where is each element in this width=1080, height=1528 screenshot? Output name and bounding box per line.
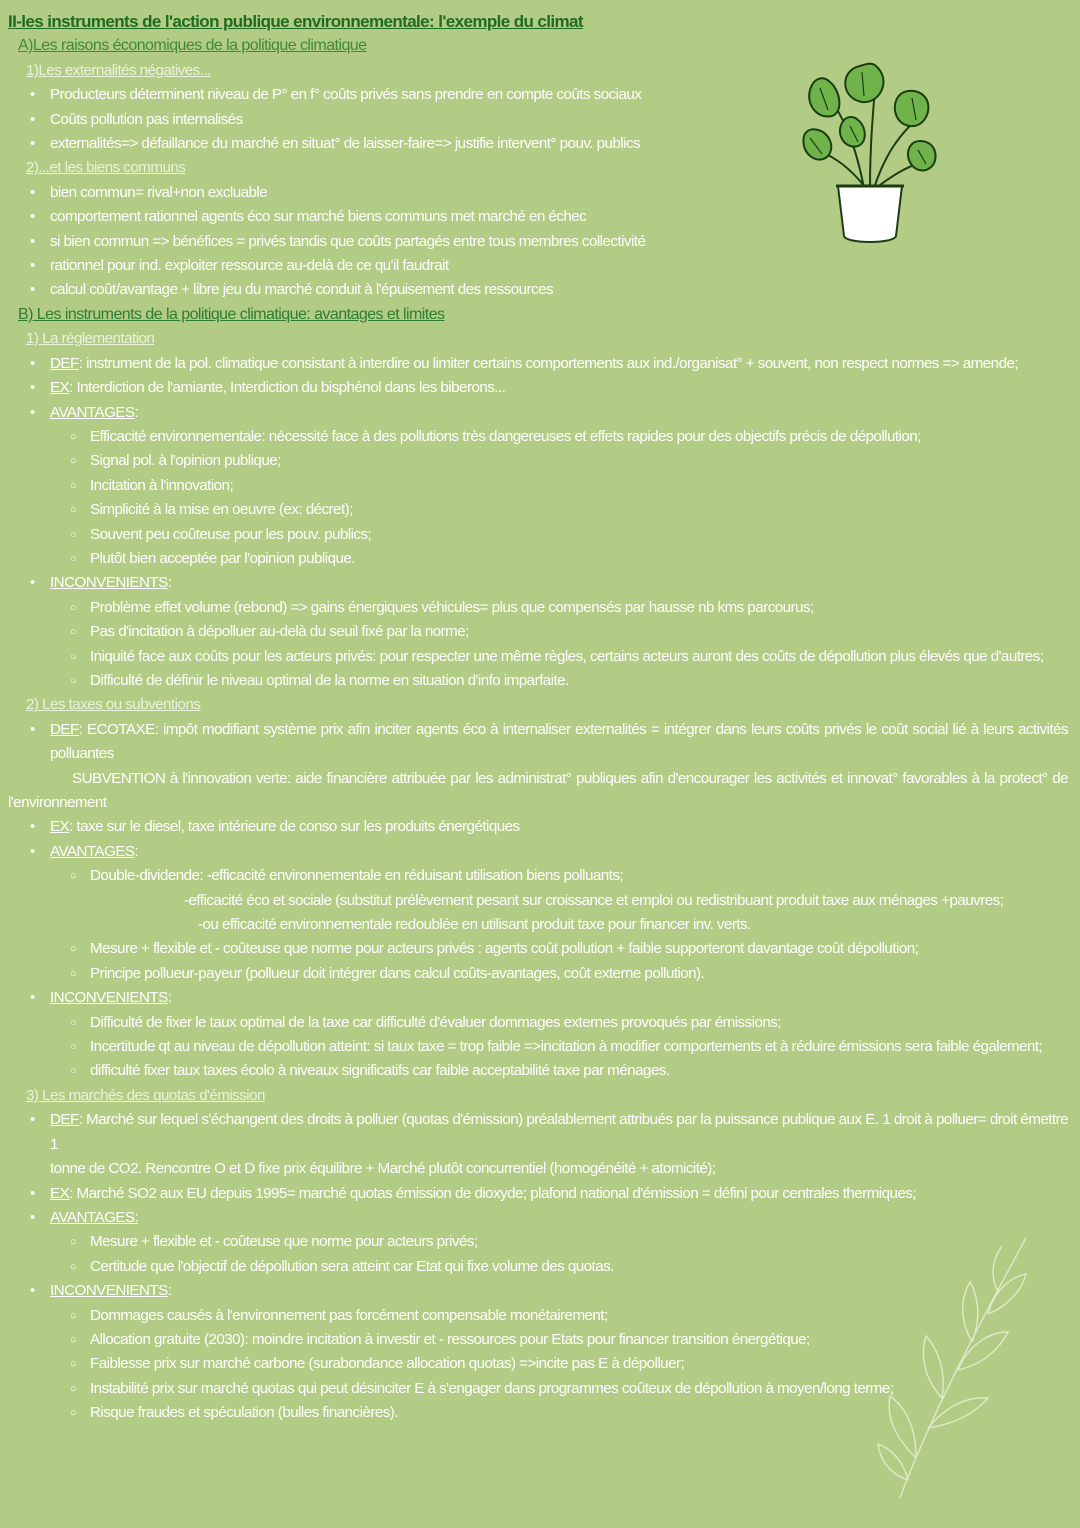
list-item: ○ Simplicité à la mise en oeuvre (ex: décret); (8, 498, 1072, 522)
b2-inc-heading-list (8, 986, 1072, 1010)
list-item: ○ Instabilité prix sur marché quotas qui peut désinciter E à s'engager dans programmes coûteux de dépollution à moyen/long terme; (8, 1377, 1072, 1401)
definition-item (8, 718, 1072, 767)
inconvenients-item: • INCONVENIENTS: (8, 1279, 1072, 1303)
list-item: ○ Pas d'incitation à dépolluer au-delà du seuil fixé par la norme; (8, 620, 1072, 644)
ex-text: : taxe sur le diesel, taxe intérieure de conso sur les produits énergétiques (69, 818, 520, 836)
adv-label: AVANTAGES (50, 842, 135, 860)
list-item: ○ Difficulté de fixer le taux optimal de la taxe car difficulté d'évaluer dommages externes provoqués par émissions; (8, 1011, 1072, 1035)
advantages-item (8, 1206, 1072, 1230)
example-item (8, 815, 1072, 839)
section-b2-list (8, 718, 1072, 767)
page-title: II-les instruments de l'action publique environnementale: l'exemple du climat (8, 12, 583, 31)
def-label: DEF (50, 1111, 79, 1129)
list-item: ○ Faiblesse prix sur marché carbone (surabondance allocation quotas) =>incite pas E à dépolluer; (8, 1352, 1072, 1376)
list-item: ○ Allocation gratuite (2030): moindre incitation à investir et - ressources pour Etats pour financer transition énergétique; (8, 1328, 1072, 1352)
b1-inconvenients-list (8, 596, 1072, 694)
double-dividend-line2: -efficacité éco et sociale (substitut prélèvement pesant sur croissance et emploi ou redistribuant produit taxe aux ménages +pauvres; (184, 891, 1004, 909)
ex-label: EX (50, 1184, 70, 1202)
section-a1-heading: 1)Les externalités négatives... (26, 61, 211, 79)
subvention-line: SUBVENTION à l'innovation verte: aide financière attribuée par les administrat° publiques afin d'encourager les activités et innovat° favorables à la protect° de (72, 769, 1068, 787)
section-b2-list2 (8, 815, 1072, 864)
def-text-line2: polluantes (50, 745, 114, 763)
inconvenients-item: • INCONVENIENTS: (8, 571, 1072, 595)
list-item: ○ Efficacité environnementale: nécessité face à des pollutions très dangereuses et effets rapides pour des objectifs précis de dépollution; (8, 425, 1072, 449)
b3-advantages-list (8, 1230, 1072, 1279)
list-item: ○ Double-dividende: -efficacité environnementale en réduisant utilisation biens polluants; (8, 864, 1072, 888)
def-text: : instrument de la pol. climatique consistant à interdire ou limiter certains comportements aux ind./organisat° + souvent, non respect normes => amende; (78, 354, 1019, 372)
list-item: • rationnel pour ind. exploiter ressource au-delà de ce qu'il faudrait (8, 254, 1072, 278)
def-line (50, 1108, 1072, 1157)
inconvenients-item: • INCONVENIENTS: (8, 986, 1072, 1010)
adv-label: AVANTAGES (50, 403, 135, 421)
advantages-item: • AVANTAGES: (8, 401, 1072, 425)
ex-text: : Marché SO2 aux EU depuis 1995= marché quotas émission de dioxyde; plafond national d'émission = défini pour centrales thermiques; (69, 1184, 917, 1202)
b2-advantages-list (8, 864, 1072, 888)
section-b1-list (8, 352, 1072, 425)
example-item (8, 1182, 1072, 1206)
list-item: ○ Mesure + flexible et - coûteuse que norme pour acteurs privés : agents coût pollution + faible supporteront davantage coût dépollution; (8, 937, 1072, 961)
list-item: ○ Plutôt bien acceptée par l'opinion publique. (8, 547, 1072, 571)
section-a1-list (8, 83, 1072, 156)
list-item: • Producteurs déterminent niveau de P° en f° coûts privés sans prendre en compte coûts sociaux (8, 83, 1072, 107)
ex-text: : Interdiction de l'amiante, Interdiction du bisphénol dans les biberons... (69, 379, 506, 397)
section-a2-list (8, 181, 1072, 303)
b2-inconvenients-list (8, 1011, 1072, 1084)
def-line (50, 718, 1072, 742)
list-item: • comportement rationnel agents éco sur marché biens communs met marché en échec (8, 205, 1072, 229)
list-item: • si bien commun => bénéfices = privés tandis que coûts partagés entre tous membres collectivité (8, 230, 1072, 254)
subvention-line2: l'environnement (8, 794, 107, 811)
inc-label: INCONVENIENTS (50, 1282, 168, 1300)
inc-label: INCONVENIENTS (50, 989, 168, 1007)
b2-advantages-rest (8, 937, 1072, 986)
list-item: ○ Incitation à l'innovation; (8, 474, 1072, 498)
list-item: ○ Risque fraudes et spéculation (bulles financières). (8, 1401, 1072, 1425)
list-item: • calcul coût/avantage + libre jeu du marché conduit à l'épuisement des ressources (8, 278, 1072, 302)
section-a-heading: A)Les raisons économiques de la politique climatique (18, 37, 367, 55)
list-item: ○ Souvent peu coûteuse pour les pouv. publics; (8, 523, 1072, 547)
double-dividend-line3: -ou efficacité environnementale redoublée en utilisant produit taxe pour financer inv. verts. (198, 916, 751, 934)
list-item: ○ Dommages causés à l'environnement pas forcément compensable monétairement; (8, 1304, 1072, 1328)
inc-label: INCONVENIENTS (50, 574, 168, 592)
def-text: : Marché sur lequel s'échangent des droits à polluer (quotas d'émission) préalablement attribués par la puissance publique aux E. 1 droit à polluer= droit émettre 1 (50, 1111, 1068, 1153)
list-item: ○ Incertitude qt au niveau de dépollution atteint: si taux taxe = trop faible =>incitation à modifier comportements et à réduire émissions sera faible également; (8, 1035, 1072, 1059)
adv-label: AVANTAGES: (50, 1208, 139, 1226)
section-b-heading: B) Les instruments de la politique climatique: avantages et limites (18, 305, 445, 323)
b3-inconvenients-list (8, 1304, 1072, 1426)
ex-label: EX (50, 818, 70, 836)
definition-item (8, 352, 1072, 376)
list-item: ○ Difficulté de définir le niveau optimal de la norme en situation d'info imparfaite. (8, 669, 1072, 693)
def-text: : ECOTAXE: impôt modifiant système prix afin inciter agents éco à internaliser externalités = intégrer dans leurs coûts privés le coût social lié à leurs activités (78, 720, 1068, 738)
list-item: ○ Certitude que l'objectif de dépollution sera atteint car Etat qui fixe volume des quotas. (8, 1255, 1072, 1279)
list-item: • bien commun= rival+non excluable (8, 181, 1072, 205)
list-item: ○ Iniquité face aux coûts pour les acteurs privés: pour respecter une même règles, certains acteurs auront des coûts de dépollution plus élevés que d'autres; (8, 645, 1072, 669)
section-b1-heading: 1) La réglementation (26, 330, 155, 348)
list-item: • Coûts pollution pas internalisés (8, 108, 1072, 132)
list-item: ○ Mesure + flexible et - coûteuse que norme pour acteurs privés; (8, 1230, 1072, 1254)
list-item: ○ Principe pollueur-payeur (pollueur doit intégrer dans calcul coûts-avantages, coût externe pollution). (8, 962, 1072, 986)
section-b3-heading: 3) Les marchés des quotas d'émission (26, 1086, 265, 1104)
list-item: ○ difficulté fixer taux taxes écolo à niveaux significatifs car faible acceptabilité taxe par ménages. (8, 1059, 1072, 1083)
section-b2-heading: 2) Les taxes ou subventions (26, 696, 201, 714)
definition-item (8, 1108, 1072, 1181)
ex-label: EX (50, 379, 70, 397)
advantages-item: • AVANTAGES: (8, 840, 1072, 864)
list-item: ○ Signal pol. à l'opinion publique; (8, 449, 1072, 473)
def-text-line2: tonne de CO2. Rencontre O et D fixe prix équilibre + Marché plutôt concurrentiel (homogénéité + atomicité); (50, 1160, 716, 1178)
list-item: • externalités=> défaillance du marché en situat° de laisser-faire=> justifie intervent° pouv. publics (8, 132, 1072, 156)
def-label: DEF (50, 354, 79, 372)
example-item (8, 376, 1072, 400)
section-b3-list (8, 1108, 1072, 1230)
b1-inc-heading-list (8, 571, 1072, 595)
b3-inc-heading-list (8, 1279, 1072, 1303)
b1-advantages-list (8, 425, 1072, 571)
section-a2-heading: 2)...et les biens communs (26, 159, 186, 177)
list-item: ○ Problème effet volume (rebond) => gains énergiques véhicules= plus que compensés par hausse nb kms parcourus; (8, 596, 1072, 620)
def-label: DEF (50, 720, 79, 738)
